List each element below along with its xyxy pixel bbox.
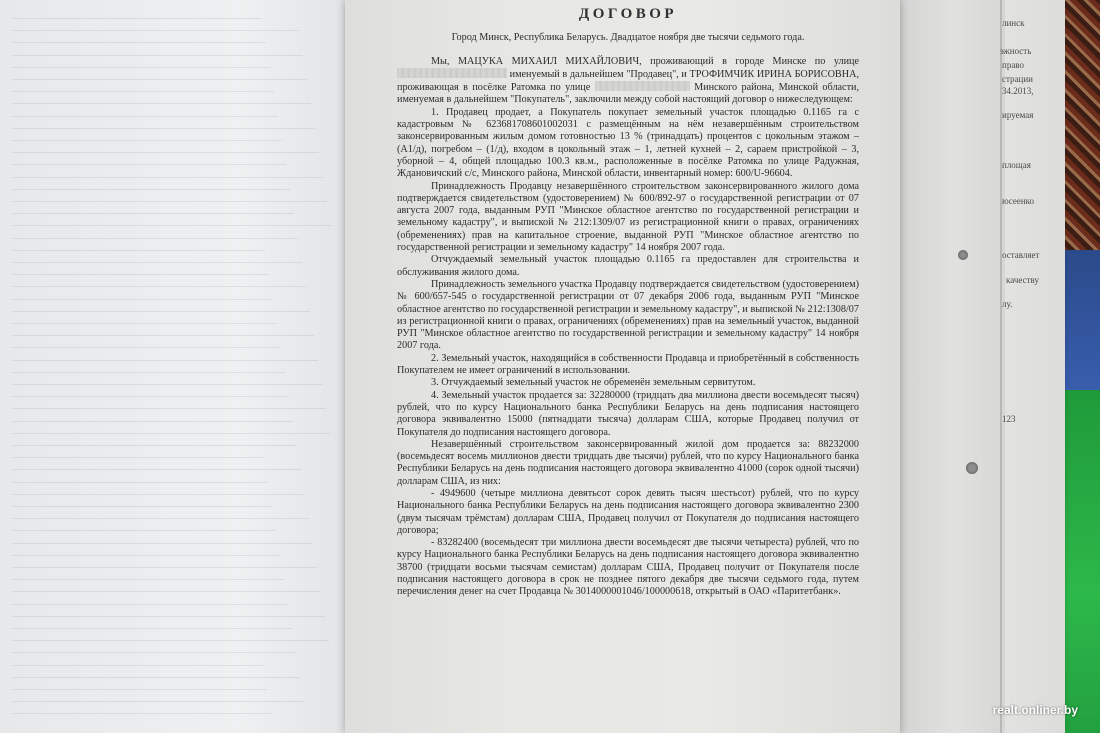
show-through-line xyxy=(12,30,299,31)
show-through-line xyxy=(12,530,276,531)
show-through-line xyxy=(12,152,319,153)
show-through-line xyxy=(12,274,269,275)
show-through-line xyxy=(12,347,281,348)
show-through-line xyxy=(12,103,311,104)
contract-paragraph: Принадлежность земельного участка Продавцу подтверждается свидетельством (удостоверением) № 600/657-545 о государственной регистрации от 07 декабря 2006 года, выданным РУП "Минское областное агентство по государственной регистрации и земельному кадастру", и выпиской № 212:1308/07 из регистрационной книги о правах, ограничениях (обременениях) прав на земельный участок, выданной РУП "Минское областное агентство по государственной регистрации и земельному кадастру" 14 ноября 2007 года. xyxy=(397,278,859,352)
left-paper-sheet xyxy=(0,0,345,733)
parties-text-a: Мы, МАЦУКА МИХАИЛ МИХАЙЛОВИЧ, проживающий в городе Минске по улице xyxy=(431,55,859,67)
right-paper-stack xyxy=(880,0,1065,733)
show-through-line xyxy=(12,67,270,68)
show-through-line xyxy=(12,140,282,141)
show-through-line xyxy=(12,469,301,470)
show-through-line xyxy=(12,628,292,629)
show-through-line xyxy=(12,506,272,507)
side-page-fragment: оставляет xyxy=(1002,250,1040,260)
show-through-line xyxy=(12,555,280,556)
contract-paragraph: - 4949600 (четыре миллиона девятьсот сорок девять тысяч шестьсот) рублей, что по курсу Национального банка Республики Беларусь на день подписания настоящего договора эквивалентно 2300 (двум тысячам трёмстам) долларам США, Продавец получил от Покупателя до подписания настоящего договора; xyxy=(397,487,859,536)
carpet-background xyxy=(1065,0,1100,290)
show-through-line xyxy=(12,323,277,324)
contract-paragraph: - 83282400 (восемьдесят три миллиона двести восемьдесят две тысячи четыреста) рублей, что по курсу Национального банка Республики Беларусь на день подписания настоящего договора эквивалентно 38700 (тридцати восьми тысячам семистам) долларам США, Продавец получит от Покупателя после подписания настоящего договора в срок не позднее пятого декабря две тысячи седьмого года, путем перечисления денег на счет Продавца № 3014000001046/100000618, открытый в ОАО «Паритетбанк». xyxy=(397,537,859,598)
show-through-line xyxy=(12,494,305,495)
side-page-fragment: площая xyxy=(1002,160,1031,170)
side-page-fragment: право xyxy=(1002,60,1024,70)
side-page-fragment: страции xyxy=(1002,74,1033,84)
contract-paragraph: Принадлежность Продавцу незавершённого строительством законсервированного жилого дома подтверждается свидетельством (удостоверением) № 600/892-97 о государственной регистрации от 07 августа 2007 года, выданным РУП "Минское областное агентство по государственной регистрации и земельному кадастру", и выпиской № 212:1309/07 из регистрационной книги о правах, ограничениях (обременениях) прав на капитальное строение, выданной РУП "Минское областное агентство по государственной регистрации и земельному кадастру" 14 ноября 2007 года. xyxy=(397,180,859,254)
show-through-line xyxy=(12,91,274,92)
show-through-line xyxy=(12,445,297,446)
show-through-line xyxy=(12,567,317,568)
document-title: ДОГОВОР xyxy=(578,6,678,22)
show-through-line xyxy=(12,55,303,56)
show-through-line xyxy=(12,299,273,300)
contract-page xyxy=(345,0,900,733)
show-through-line xyxy=(12,640,329,641)
show-through-line xyxy=(12,189,290,190)
show-through-line xyxy=(12,665,263,666)
show-through-line xyxy=(12,18,262,19)
show-through-line xyxy=(12,128,315,129)
show-through-line xyxy=(12,433,330,434)
show-through-line xyxy=(12,164,286,165)
contract-paragraph: Незавершённый строительством законсервированный жилой дом продается за: 88232000 (восемьдесят восемь миллионов двести тридцать две тысячи) рублей, что по курсу Национального банка Республики Беларусь на день подписания настоящего договора эквивалентно 41000 (сорок одной тысячи) долларам США, из них: xyxy=(397,438,859,487)
parties-paragraph xyxy=(397,56,859,107)
show-through-line xyxy=(12,238,298,239)
blue-folder-edge xyxy=(1065,250,1100,400)
parties-text-c: Минского района, Минской области, именуемая в дальнейшем "Покупатель", заключили между собой настоящий договор о нижеследующем: xyxy=(397,82,860,106)
show-through-line xyxy=(12,250,265,251)
green-folder xyxy=(1065,390,1100,733)
show-through-line xyxy=(12,689,267,690)
side-page-fragment: 34.2013, xyxy=(1002,86,1034,96)
show-through-line xyxy=(12,384,322,385)
site-watermark: realt.onliner.by xyxy=(992,703,1078,717)
show-through-line xyxy=(12,201,327,202)
contract-paragraph: 1. Продавец продает, а Покупатель покупает земельный участок площадью 0.1165 га с кадастровым № 623681708601002031 с размещённым на нём незавершённым строительством законсервированным жилым домом готовностью 13 % (тринадцать) процентов с цокольным этажом – (А1/д), погребом – (1/д), входом в цокольный этаж – 1, летней кухней – 2, сараем пристройкой – 3, уборной – 4, общей площадью 100.3 кв.м., расположенные в посёлке Ратомка по улице Радужная, Ждановичский с/с, Минского района, Минской области, инвентарный номер: 600/U-96604. xyxy=(397,106,859,180)
side-page-fragment: качеству xyxy=(1006,275,1039,285)
side-page-fragment: лу. xyxy=(1002,299,1013,309)
city-date-line: Город Минск, Республика Беларусь. Двадцатое ноября две тысячи седьмого года. xyxy=(451,32,805,44)
show-through-line xyxy=(12,42,266,43)
binder-hole xyxy=(958,250,968,260)
side-page-fragment: юсеенко xyxy=(1002,196,1035,206)
redacted-address xyxy=(397,68,507,78)
show-through-line xyxy=(12,396,289,397)
show-through-line xyxy=(12,116,278,117)
show-through-line xyxy=(12,79,307,80)
contract-paragraph: 3. Отчуждаемый земельный участок не обременён земельным сервитутом. xyxy=(431,377,756,389)
show-through-line xyxy=(12,213,294,214)
show-through-line xyxy=(12,286,306,287)
show-through-line xyxy=(12,335,314,336)
side-page-fragment: линск xyxy=(1002,18,1025,28)
side-page-fragment: 123 xyxy=(1002,414,1016,424)
show-through-line xyxy=(12,360,318,361)
show-through-line xyxy=(12,579,284,580)
binder-hole xyxy=(966,462,978,474)
show-through-line xyxy=(12,543,313,544)
show-through-line xyxy=(12,311,310,312)
parties-text-b: именуемый в дальнейшем "Продавец", и ТРОФИМЧИК ИРИНА БОРИСОВНА, проживающая в посёлке Ратомка по улице xyxy=(397,68,859,94)
show-through-line xyxy=(12,225,331,226)
show-through-line xyxy=(12,372,285,373)
side-page-fragment: эжность xyxy=(1000,46,1032,56)
show-through-line xyxy=(12,652,296,653)
show-through-line xyxy=(12,177,323,178)
redacted-address xyxy=(595,81,690,91)
show-through-line xyxy=(12,482,268,483)
show-through-line xyxy=(12,457,264,458)
contract-paragraph: 4. Земельный участок продается за: 32280000 (тридцать два миллиона двести восемьдесят тысяч) рублей, что по курсу Национального банка Республики Беларусь на день подписания настоящего договора эквивалентно 15000 (пятнадцати тысяча) долларам США, которые Продавец получил от Покупателя до подписания настоящего договора. xyxy=(397,389,859,438)
contract-paragraph: 2. Земельный участок, находящийся в собственности Продавца и приобретённый в собственность Покупателем не имеет ограничений в использовании. xyxy=(397,352,859,377)
show-through-line xyxy=(12,713,271,714)
contract-paragraph: Отчуждаемый земельный участок площадью 0.1165 га предоставлен для строительства и обслуживания жилого дома. xyxy=(397,254,859,278)
show-through-line xyxy=(12,604,288,605)
show-through-line xyxy=(12,262,302,263)
side-page-fragment: ируемая xyxy=(1002,110,1034,120)
show-through-line xyxy=(12,421,293,422)
show-through-line xyxy=(12,616,325,617)
show-through-line xyxy=(12,591,321,592)
show-through-line xyxy=(12,677,300,678)
show-through-line xyxy=(12,408,326,409)
contract-text xyxy=(397,6,859,599)
show-through-line xyxy=(12,701,304,702)
show-through-line xyxy=(12,518,309,519)
